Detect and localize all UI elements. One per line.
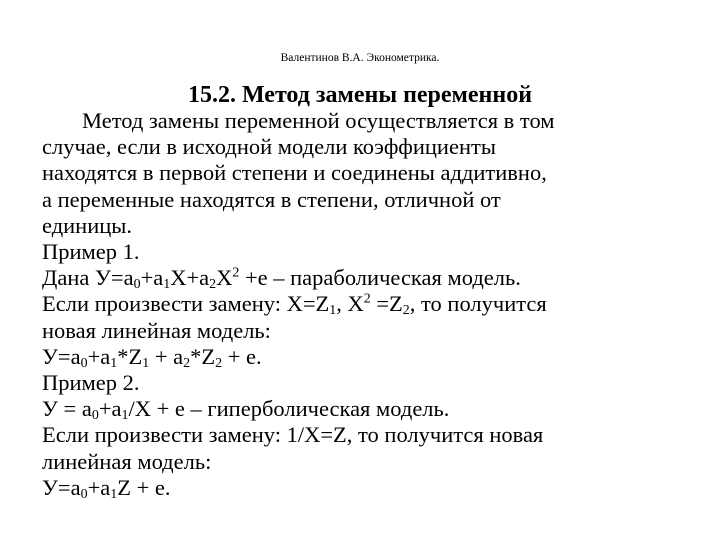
text-line: линейная модель: (42, 448, 212, 474)
document-body (42, 108, 682, 501)
example-1-heading: Пример 1. (42, 239, 140, 265)
text-line: новая линейная модель: (42, 317, 271, 343)
hyperbolic-model-line: $У = a_0+a_1/X + e$ – гиперболическая модель. (42, 396, 450, 424)
example-2-heading: Пример 2. (42, 370, 140, 396)
text-line: находятся в первой степени и соединены аддитивно, (42, 160, 547, 186)
text-line: случае, если в исходной модели коэффициенты (42, 134, 496, 160)
text-line: а переменные находятся в степени, отличной от (42, 186, 501, 212)
linear-model-line: $У=a_0+a_1*Z_1 + a_2*Z_2 + e$. (42, 343, 262, 371)
parabolic-model-line: Дана $У=a_0+a_1X+a_2X^2 +e$ – параболическая модель. (42, 265, 521, 293)
page-header: Валентинов В.А. Эконометрика. (280, 52, 440, 64)
section-title: 15.2. Метод замены переменной (187, 82, 533, 108)
substitution-line: Если произвести замену: $X=Z_1$, $X^2 =Z_2$, то получится (42, 291, 547, 319)
text-line: Если произвести замену: 1/X=Z, то получится новая (42, 422, 544, 448)
text-line: единицы. (42, 212, 133, 238)
linear-model-line-2: $У=a_0+a_1Z + e$. (42, 474, 171, 502)
text-line: Метод замены переменной осуществляется в том (82, 108, 555, 133)
